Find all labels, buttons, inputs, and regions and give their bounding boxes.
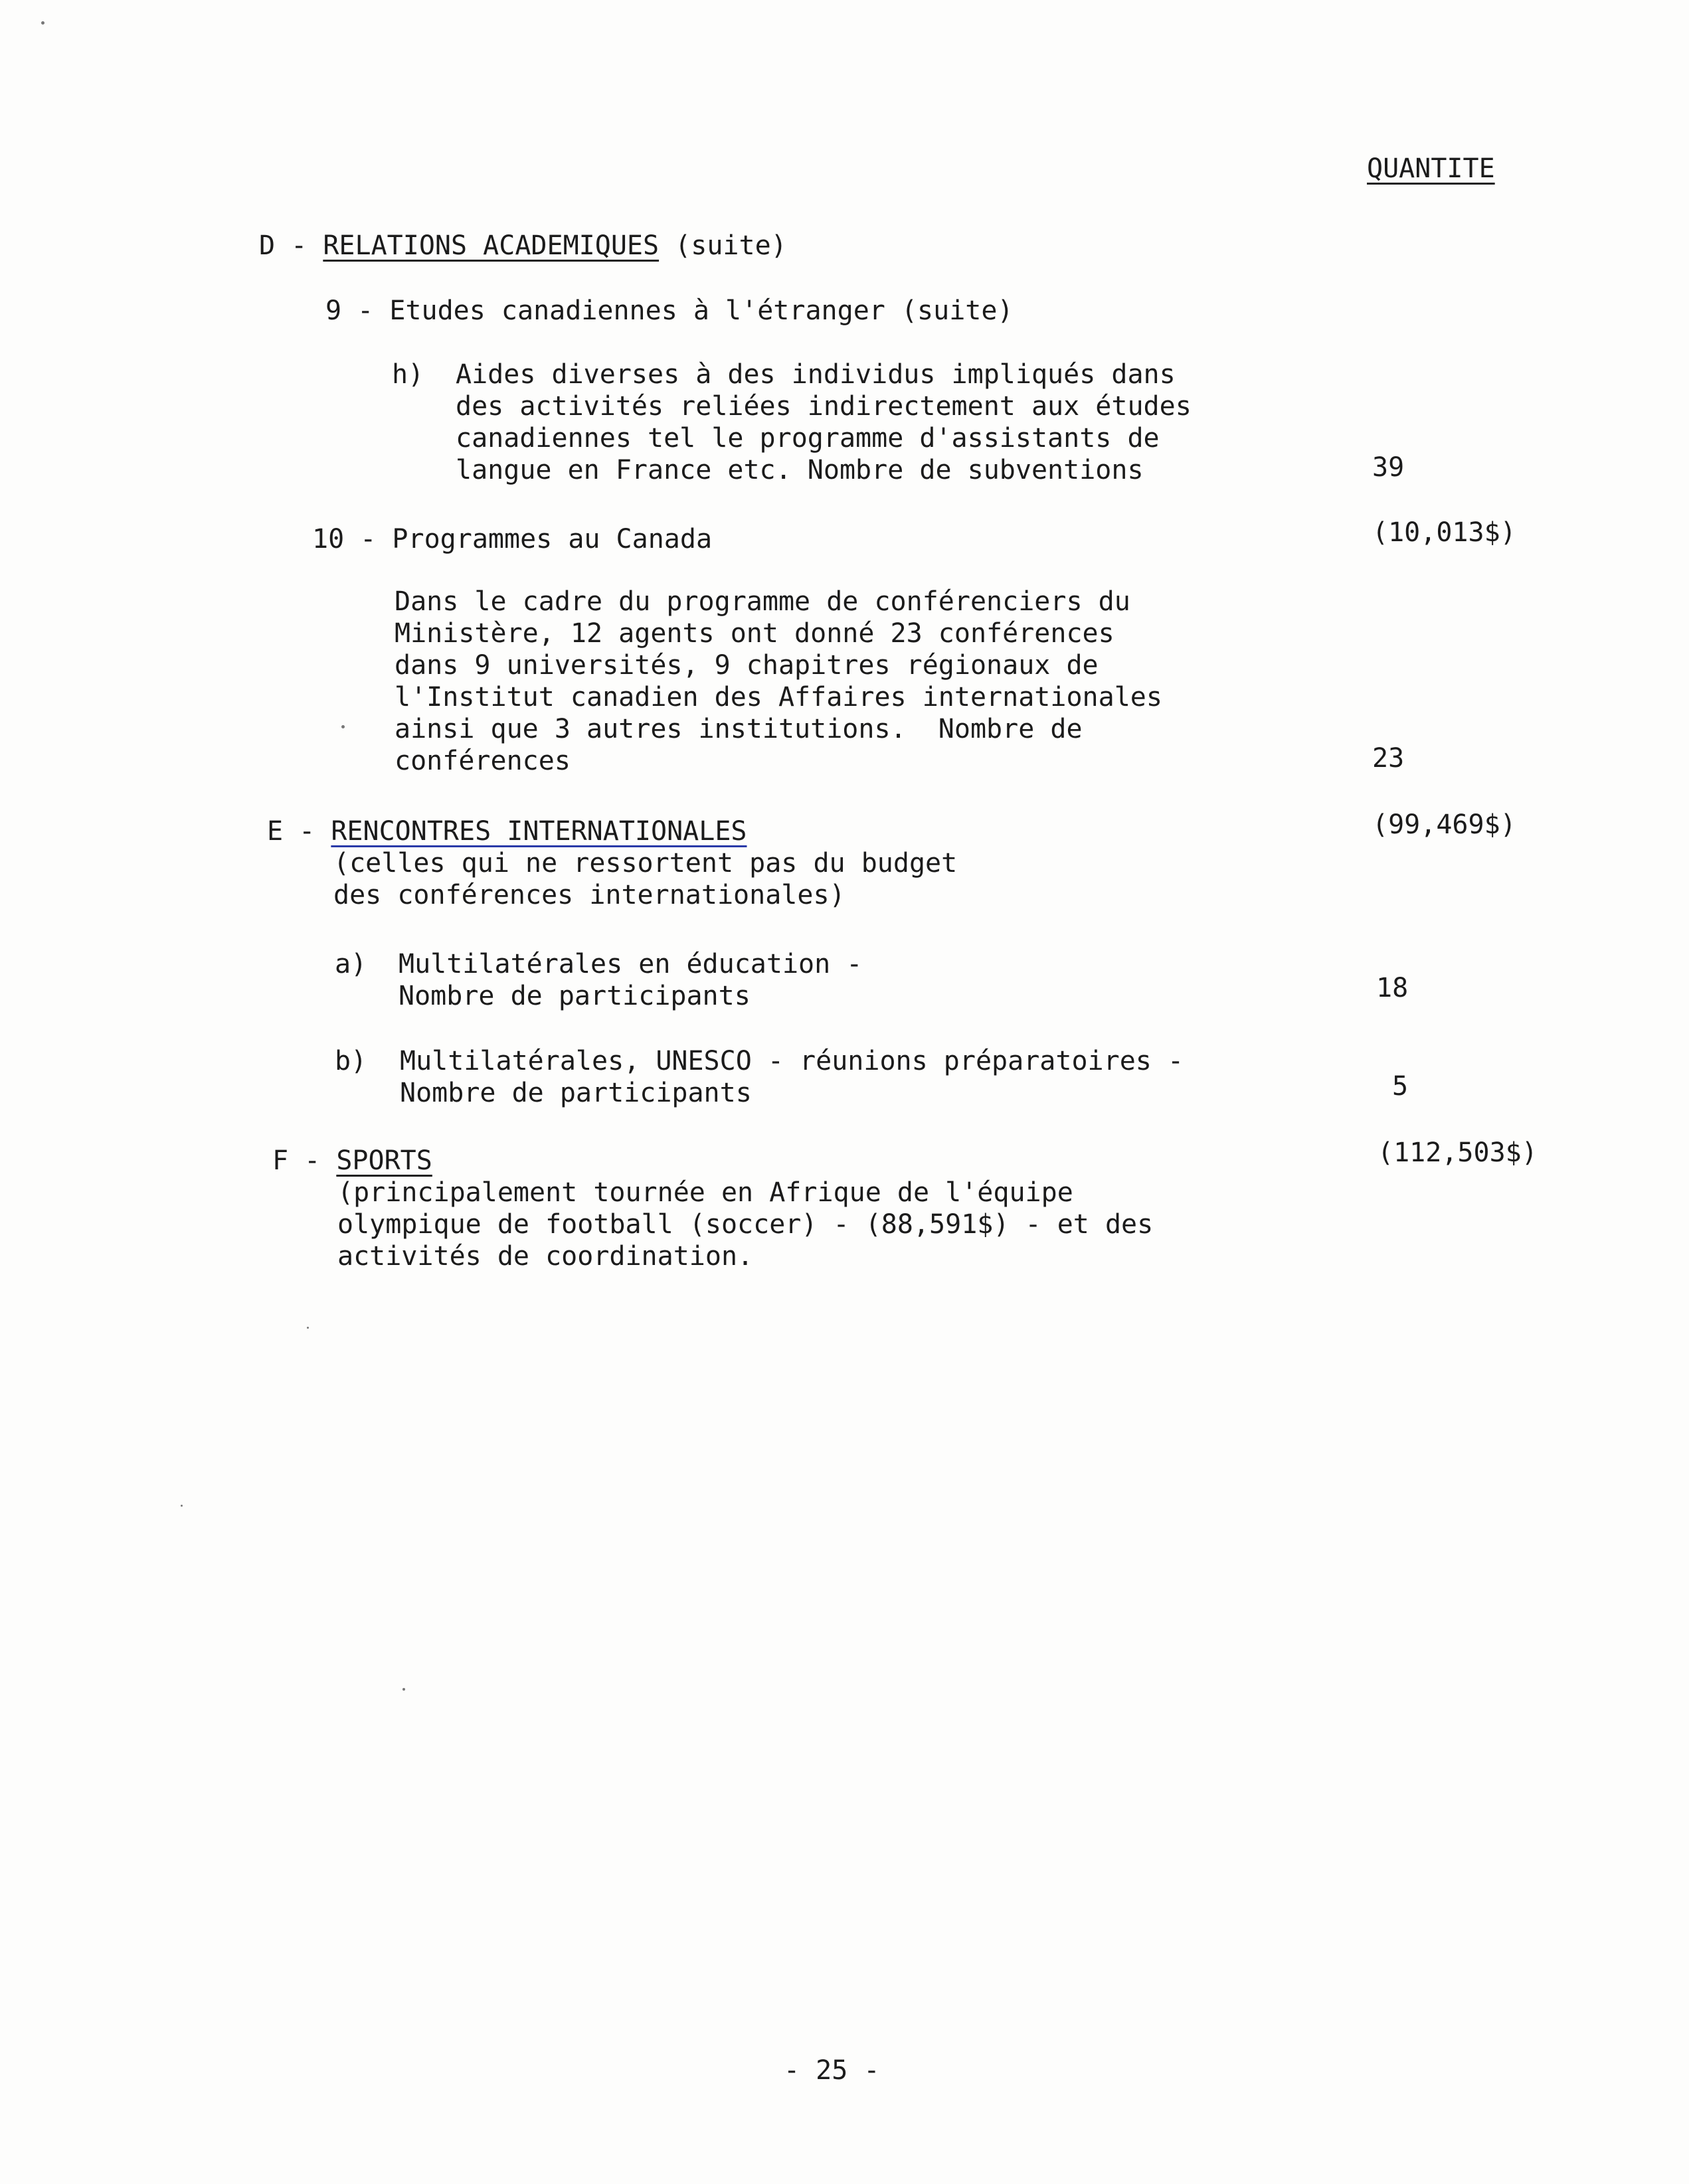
item-10-line-1: Dans le cadre du programme de conférenciers du (395, 586, 1130, 617)
item-b-marker: b) (335, 1046, 367, 1076)
section-f-note-line-3: activités de coordination. (337, 1241, 754, 1272)
item-9-label: 9 - Etudes canadiennes à l'étranger (suite) (325, 295, 1014, 326)
item-h-line-2: des activités reliées indirectement aux études (456, 391, 1192, 422)
item-10-line-4: l'Institut canadien des Affaires internationales (395, 682, 1162, 713)
section-d-suffix: (suite) (675, 230, 787, 261)
section-e-note-line-2: des conférences internationales) (333, 880, 845, 910)
item-a-marker: a) (335, 949, 367, 979)
item-h-line-4: langue en France etc. Nombre de subventions (456, 455, 1144, 485)
item-h-line-1: Aides diverses à des individus impliqués dans (456, 359, 1176, 390)
item-10-line-5: ainsi que 3 autres institutions. Nombre de (395, 714, 1083, 744)
section-f-letter: F - (272, 1145, 321, 1176)
item-10-amount: (10,013$) (1372, 517, 1516, 548)
section-e-title: RENCONTRES INTERNATIONALES (331, 816, 747, 847)
item-a-line-2: Nombre de participants (399, 981, 751, 1011)
item-h-marker: h) (392, 359, 424, 390)
section-f-title: SPORTS (336, 1145, 432, 1176)
item-b-quantity: 5 (1392, 1071, 1409, 1102)
scan-speck (341, 725, 345, 728)
section-d-heading (259, 230, 787, 262)
section-e-amount: (99,469$) (1372, 809, 1516, 840)
scan-speck (181, 1505, 183, 1507)
item-10-line-2: Ministère, 12 agents ont donné 23 conférences (395, 618, 1114, 649)
scan-speck (307, 1327, 309, 1329)
section-f-amount: (112,503$) (1378, 1137, 1538, 1168)
item-b-line-1: Multilatérales, UNESCO - réunions préparatoires - (400, 1046, 1184, 1076)
item-10-line-6: conférences (395, 746, 571, 776)
section-e-note-line-1: (celles qui ne ressortent pas du budget (333, 848, 958, 879)
section-f-heading (272, 1145, 432, 1177)
scan-speck (41, 21, 44, 25)
section-d-letter: D - (259, 230, 308, 261)
section-d-title: RELATIONS ACADEMIQUES (323, 230, 660, 261)
item-a-quantity: 18 (1376, 973, 1409, 1003)
item-10-label: 10 - Programmes au Canada (312, 524, 713, 554)
item-h-quantity: 39 (1372, 452, 1405, 483)
item-a-line-1: Multilatérales en éducation - (399, 949, 863, 979)
item-b-line-2: Nombre de participants (400, 1078, 752, 1108)
section-f-note-line-1: (principalement tournée en Afrique de l'équipe (337, 1177, 1073, 1208)
quantity-column-header: QUANTITE (1367, 153, 1495, 184)
section-e-heading (267, 815, 747, 847)
section-f-note-line-2: olympique de football (soccer) - (88,591$) - et des (337, 1209, 1154, 1240)
item-h-line-3: canadiennes tel le programme d'assistants de (456, 423, 1160, 454)
item-10-quantity: 23 (1372, 743, 1405, 774)
item-10-line-3: dans 9 universités, 9 chapitres régionaux de (395, 650, 1099, 681)
page-number: - 25 - (784, 2055, 880, 2086)
scan-speck (402, 1688, 405, 1691)
section-e-letter: E - (267, 816, 315, 847)
